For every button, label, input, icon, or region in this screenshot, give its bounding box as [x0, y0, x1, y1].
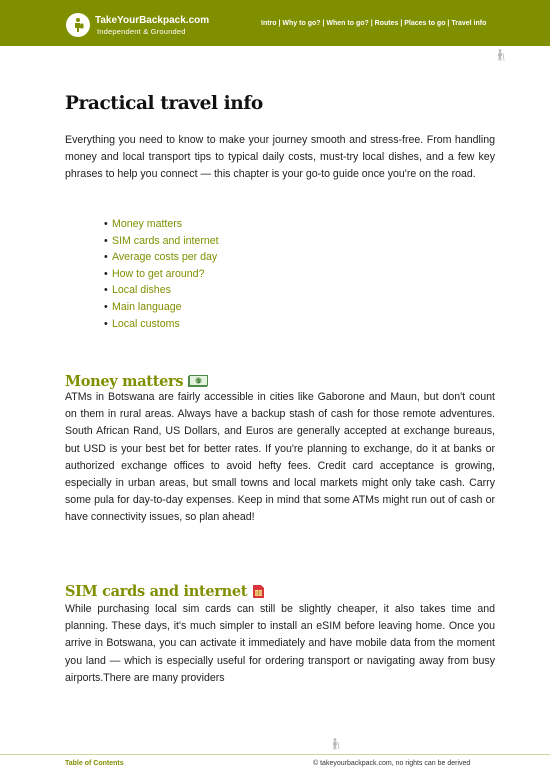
list-item: • SIM cards and internet: [104, 234, 219, 247]
list-item: • Money matters: [104, 218, 183, 230]
link-sim-cards[interactable]: SIM cards and internet: [112, 234, 219, 247]
list-item: • Local customs: [104, 317, 180, 330]
link-money-matters[interactable]: Money matters: [112, 218, 183, 230]
backpack-logo-icon: [69, 16, 87, 34]
list-item: • Main language: [104, 300, 182, 313]
money-matters-heading: [65, 373, 208, 390]
nav-routes[interactable]: Routes: [374, 20, 399, 27]
section-links-list: [104, 216, 219, 332]
hiker-icon: [495, 48, 505, 66]
table-of-contents-link[interactable]: Table of Contents: [65, 760, 124, 767]
list-item: • How to get around?: [104, 267, 205, 280]
money-matters-paragraph: ATMs in Botswana are fairly accessible in cities like Gaborone and Maun, but don't count on them in rural areas. Always have a backup stash of cash for those remote adventures. South African Rand, US Dollars, and Euros are generally accepted at exchange bureaus, but USD is your best bet for better rates. If you're planning to exchange, do it at banks or authorized exchange offices to avoid hefty fees. Credit card acceptance is growing, especially in urban areas, but small towns and local markets might only take cash. Carry some pula for day-to-day expenses. Keep in mind that some ATMs might run out of cash or have connectivity issues, so plan ahead!: [65, 391, 495, 524]
brand-name[interactable]: TakeYourBackpack.com: [95, 15, 210, 26]
sim-card-icon: [252, 584, 265, 599]
page-title: Practical travel info: [65, 93, 263, 114]
sim-cards-title: SIM cards and internet: [65, 583, 248, 600]
nav-places-to-go[interactable]: Places to go: [404, 20, 446, 27]
svg-text:$: $: [197, 378, 201, 385]
link-local-dishes[interactable]: Local dishes: [112, 284, 171, 297]
link-average-costs[interactable]: Average costs per day: [112, 251, 218, 264]
footer-copyright: © takeyourbackpack.com, no rights can be derived: [313, 760, 471, 767]
brand-tagline: Independent & Grounded: [97, 27, 186, 36]
footer-divider: [0, 754, 550, 755]
list-item: • Local dishes: [104, 284, 171, 297]
nav-when-to-go[interactable]: When to go?: [326, 20, 369, 27]
footer-hiker-icon: [330, 737, 340, 755]
link-local-customs[interactable]: Local customs: [112, 317, 180, 330]
header-bar: [0, 0, 550, 46]
nav-travel-info[interactable]: Travel info: [451, 20, 487, 27]
link-get-around[interactable]: How to get around?: [112, 267, 205, 280]
money-matters-title: Money matters: [65, 373, 184, 390]
logo[interactable]: [66, 13, 90, 37]
nav-why-to-go[interactable]: Why to go?: [282, 20, 321, 27]
sim-cards-paragraph: While purchasing local sim cards can still be slightly cheaper, it also takes time and planning. These days, it's much simpler to install an eSIM before leaving home. Once you arrive in Botswana, you can activate it immediately and have mobile data from the moment you land — which is especially useful for ordering transport or navigating away from busy airports.There are many providers: [65, 603, 495, 684]
nav-intro[interactable]: Intro: [261, 20, 277, 27]
intro-paragraph: Everything you need to know to make your journey smooth and stress-free. From handling money and local transport tips to typical daily costs, must-try local dishes, and a few key phrases to help you connect — this chapter is your go-to guide once you're on the road.: [65, 134, 495, 181]
list-item: • Average costs per day: [104, 251, 218, 264]
banknote-icon: [188, 375, 208, 388]
sim-cards-heading: [65, 583, 265, 600]
link-main-language[interactable]: Main language: [112, 300, 182, 313]
top-navigation: Intro | Why to go? | When to go? | Routes | Places to go | Travel info: [261, 20, 487, 27]
